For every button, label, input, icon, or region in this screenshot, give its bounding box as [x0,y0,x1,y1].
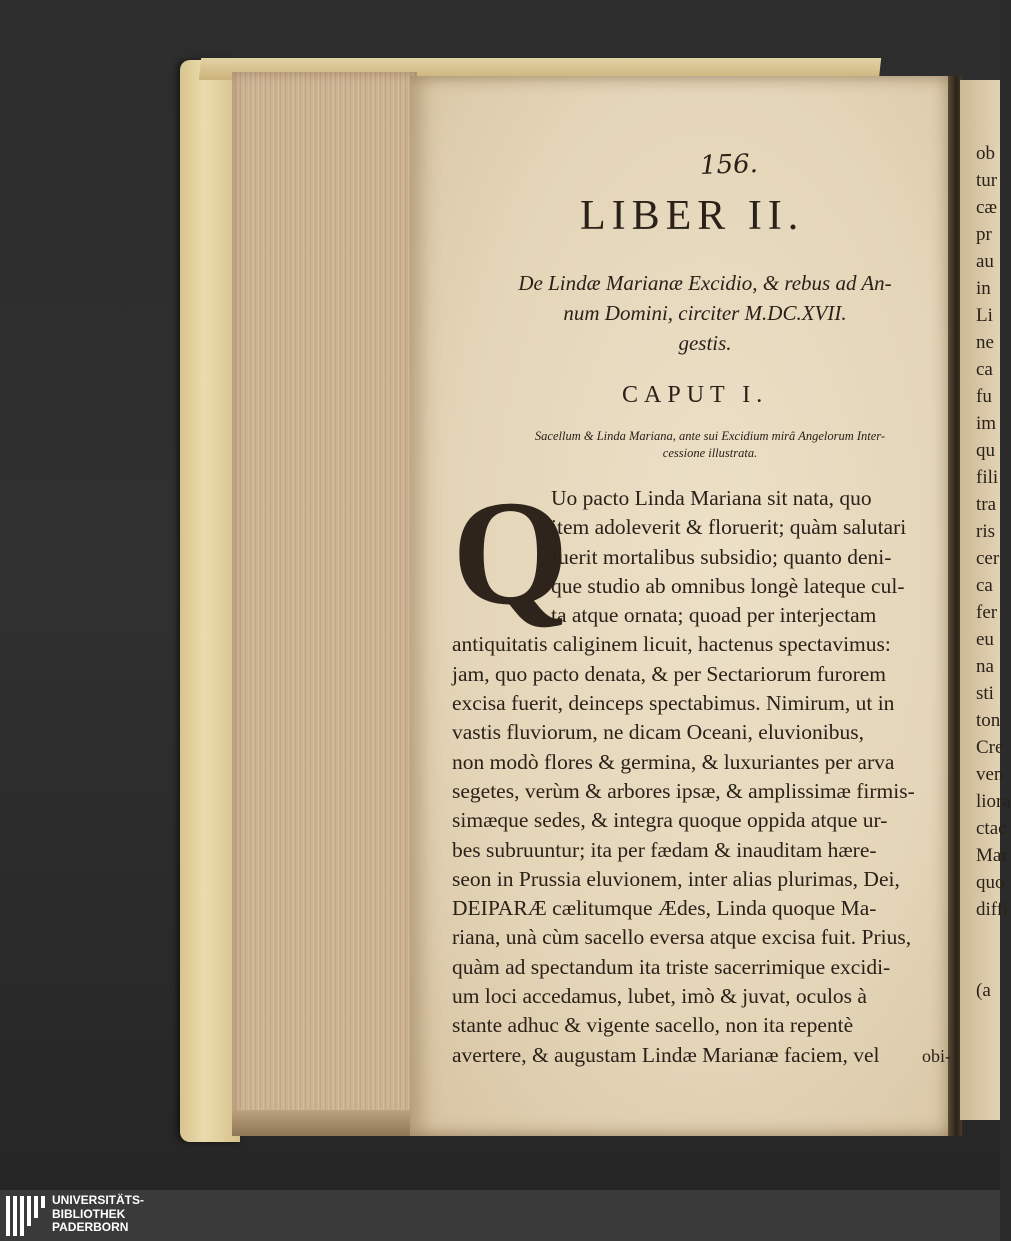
library-name [52,1194,144,1235]
text-fragment: fer [976,602,998,623]
text-fragment: sti [976,683,994,704]
text-line: que studio ab omnibus longè lateque cul- [551,573,905,598]
text-fragment: cæ [976,197,998,218]
text-fragment: liora [976,791,1011,812]
library-name-line: PADERBORN [52,1220,129,1234]
subtitle-line: num Domini, circiter M.DC.XVII. [563,301,847,325]
text-fragment [976,950,1006,977]
page-number: 156. [699,148,759,182]
text-line: ta atque ornata; quoad per interjectam [551,603,877,628]
text-fragment: eu [976,629,994,650]
text-fragment: in [976,278,991,299]
text-line: simæque sedes, & integra quoque oppida atque ur- [452,808,888,833]
text-fragment: qu [976,440,995,461]
text-line: DEIPARÆ cælitumque Ædes, Linda quoque Ma- [452,896,877,921]
text-fragment: pr [976,224,992,245]
text-fragment: au [976,251,994,272]
text-fragment: Cre [976,737,1004,758]
text-line: item adoleverit & floruerit; quàm salutari [551,515,907,540]
text-line: seon in Prussia eluvionem, inter alias plurimas, Dei, [452,866,900,891]
text-line: bes subruuntur; ita per fædam & inauditam hære- [452,837,877,862]
library-name-line: UNIVERSITÄTS- [52,1193,145,1207]
text-line: non modò flores & germina, & luxuriantes per arva [452,749,895,774]
text-fragment: fili [976,467,999,488]
book-subtitle [455,268,955,358]
text-fragment: ris [976,521,995,542]
subtitle-line: gestis. [678,331,732,355]
text-fragment: Mar [976,845,1008,866]
text-line: avertere, & augustam Lindæ Marianæ faciem, vel [452,1042,880,1067]
library-name-line: BIBLIOTHEK [52,1206,126,1221]
text-line: quàm ad spectandum ita triste sacerrimique excidi- [452,954,891,979]
page-edges [232,72,417,1132]
text-fragment [976,923,1006,950]
text-fragment: tra [976,494,997,515]
text-fragment: fu [976,386,992,407]
drop-cap: Q [452,470,569,636]
chapter-heading: CAPUT I. [622,382,769,408]
text-fragment: ob [976,143,995,164]
text-line: fuerit mortalibus subsidio; quanto deni- [551,544,892,569]
text-line: excisa fuerit, deinceps spectabimus. Nimirum, ut in [452,691,895,716]
book-heading: LIBER II. [580,193,805,239]
text-line: Uo pacto Linda Mariana sit nata, quo [551,486,872,510]
library-logo-icon [6,1196,44,1236]
text-fragment: tur [976,170,998,191]
text-line: stante adhuc & vigente sacello, non ita repentè [452,1013,854,1038]
text-line: antiquitatis caliginem licuit, hactenus spectavimus: [452,632,891,657]
catchword: obi- [922,1046,951,1066]
text-fragment: (a [976,980,991,1001]
text-fragment: ven [976,764,1004,785]
text-fragment: na [976,656,994,677]
book-cover [180,60,240,1142]
library-footer [0,1190,1000,1241]
facing-page-text [976,140,1011,1004]
text-line: jam, quo pacto denata, & per Sectariorum furorem [452,661,887,686]
text-line: um loci accedamus, lubet, imò & juvat, oculos à [452,984,867,1009]
text-fragment: im [976,413,997,434]
text-fragment: ca [976,575,993,596]
text-fragment: quo [976,872,1005,893]
text-fragment: ctac [976,818,1007,839]
text-line: riana, unà cùm sacello eversa atque excisa fuit. Prius, [452,925,912,950]
text-fragment: ca [976,359,993,380]
text-fragment: Li [976,305,993,326]
text-fragment: ton [976,710,1001,731]
chapter-summary [465,428,955,462]
summary-line: cessione illustrata. [662,446,758,460]
text-fragment: cer [976,548,1000,569]
text-fragment: ne [976,332,994,353]
body-text [452,484,952,1070]
text-line: vastis fluviorum, ne dicam Oceani, eluvionibus, [452,720,864,745]
text-line: segetes, verùm & arbores ipsæ, & amplissimæ firmis- [452,778,915,803]
text-fragment: diffi [976,899,1009,920]
summary-line: Sacellum & Linda Mariana, ante sui Excidium mirâ Angelorum Inter- [534,429,886,443]
subtitle-line: De Lindæ Marianæ Excidio, & rebus ad An- [518,271,892,295]
